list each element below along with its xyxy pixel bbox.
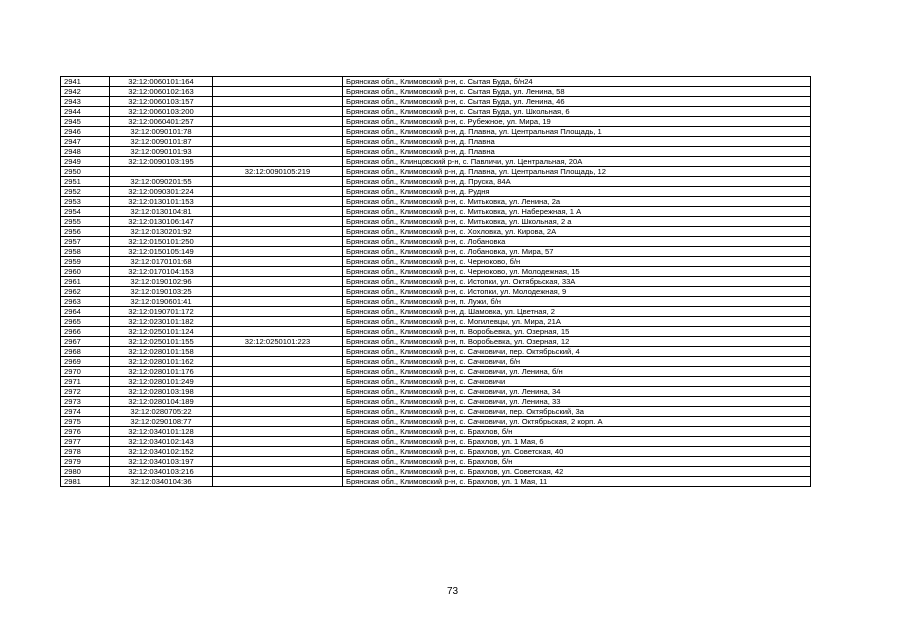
related-cadastral-number-cell: 32:12:0250101:223	[213, 337, 343, 347]
cadastral-number-cell: 32:12:0340101:128	[110, 427, 213, 437]
table-row	[61, 477, 811, 487]
table-row	[61, 227, 811, 237]
address-cell: Брянская обл., Климовский р-н, с. Лобановка	[343, 237, 811, 247]
row-number-cell: 2974	[61, 407, 110, 417]
row-number-cell: 2960	[61, 267, 110, 277]
table-row	[61, 467, 811, 477]
row-number-cell: 2946	[61, 127, 110, 137]
related-cadastral-number-cell	[213, 317, 343, 327]
row-number-cell: 2978	[61, 447, 110, 457]
cadastral-number-cell: 32:12:0130106:147	[110, 217, 213, 227]
cadastral-number-cell: 32:12:0340102:152	[110, 447, 213, 457]
related-cadastral-number-cell	[213, 357, 343, 367]
related-cadastral-number-cell	[213, 437, 343, 447]
address-cell: Брянская обл., Климовский р-н, д. Плавна, ул. Центральная Площадь, 1	[343, 127, 811, 137]
cadastral-number-cell: 32:12:0190601:41	[110, 297, 213, 307]
cadastral-number-cell: 32:12:0280101:249	[110, 377, 213, 387]
cadastral-number-cell: 32:12:0250101:155	[110, 337, 213, 347]
related-cadastral-number-cell	[213, 107, 343, 117]
related-cadastral-number-cell	[213, 397, 343, 407]
cadastral-number-cell: 32:12:0150105:149	[110, 247, 213, 257]
table-row	[61, 367, 811, 377]
row-number-cell: 2968	[61, 347, 110, 357]
row-number-cell: 2950	[61, 167, 110, 177]
related-cadastral-number-cell	[213, 237, 343, 247]
table-row	[61, 407, 811, 417]
table-row	[61, 107, 811, 117]
row-number-cell: 2969	[61, 357, 110, 367]
related-cadastral-number-cell	[213, 457, 343, 467]
cadastral-number-cell	[110, 167, 213, 177]
row-number-cell: 2945	[61, 117, 110, 127]
related-cadastral-number-cell	[213, 147, 343, 157]
table-row	[61, 437, 811, 447]
address-cell: Брянская обл., Климовский р-н, с. Лобановка, ул. Мира, 57	[343, 247, 811, 257]
row-number-cell: 2980	[61, 467, 110, 477]
row-number-cell: 2947	[61, 137, 110, 147]
address-cell: Брянская обл., Климовский р-н, с. Сачковичи, пер. Октябрьский, 3а	[343, 407, 811, 417]
address-cell: Брянская обл., Климовский р-н, с. Брахлов, ул. Советская, 42	[343, 467, 811, 477]
related-cadastral-number-cell	[213, 377, 343, 387]
table-row	[61, 247, 811, 257]
address-cell: Брянская обл., Климовский р-н, с. Сачковичи, пер. Октябрьский, 4	[343, 347, 811, 357]
cadastral-number-cell: 32:12:0090101:87	[110, 137, 213, 147]
address-cell: Брянская обл., Климовский р-н, с. Митьковка, ул. Набережная, 1 А	[343, 207, 811, 217]
table-row	[61, 457, 811, 467]
address-cell: Брянская обл., Климовский р-н, д. Плавна	[343, 147, 811, 157]
table-row	[61, 447, 811, 457]
address-cell: Брянская обл., Климовский р-н, с. Сачковичи, ул. Октябрьская, 2 корп. А	[343, 417, 811, 427]
row-number-cell: 2952	[61, 187, 110, 197]
address-cell: Брянская обл., Климовский р-н, с. Брахлов, ул. 1 Мая, 6	[343, 437, 811, 447]
address-cell: Брянская обл., Климовский р-н, с. Истопки, ул. Молодежная, 9	[343, 287, 811, 297]
row-number-cell: 2971	[61, 377, 110, 387]
table-row	[61, 77, 811, 87]
row-number-cell: 2972	[61, 387, 110, 397]
cadastral-number-cell: 32:12:0230101:182	[110, 317, 213, 327]
table-row	[61, 417, 811, 427]
address-cell: Брянская обл., Климовский р-н, д. Шамовка, ул. Цветная, 2	[343, 307, 811, 317]
registry-table	[60, 76, 811, 487]
row-number-cell: 2954	[61, 207, 110, 217]
related-cadastral-number-cell	[213, 477, 343, 487]
row-number-cell: 2956	[61, 227, 110, 237]
table-row	[61, 237, 811, 247]
cadastral-number-cell: 32:12:0170101:68	[110, 257, 213, 267]
related-cadastral-number-cell	[213, 427, 343, 437]
related-cadastral-number-cell	[213, 277, 343, 287]
table-row	[61, 207, 811, 217]
row-number-cell: 2944	[61, 107, 110, 117]
row-number-cell: 2981	[61, 477, 110, 487]
related-cadastral-number-cell	[213, 287, 343, 297]
related-cadastral-number-cell	[213, 417, 343, 427]
address-cell: Брянская обл., Климовский р-н, с. Митьковка, ул. Школьная, 2 а	[343, 217, 811, 227]
related-cadastral-number-cell	[213, 247, 343, 257]
row-number-cell: 2976	[61, 427, 110, 437]
row-number-cell: 2959	[61, 257, 110, 267]
table-row	[61, 187, 811, 197]
row-number-cell: 2955	[61, 217, 110, 227]
cadastral-number-cell: 32:12:0090301:224	[110, 187, 213, 197]
table-row	[61, 307, 811, 317]
row-number-cell: 2943	[61, 97, 110, 107]
cadastral-number-cell: 32:12:0060401:257	[110, 117, 213, 127]
related-cadastral-number-cell	[213, 327, 343, 337]
table-row	[61, 357, 811, 367]
row-number-cell: 2942	[61, 87, 110, 97]
cadastral-number-cell: 32:12:0340102:143	[110, 437, 213, 447]
cadastral-number-cell: 32:12:0060103:200	[110, 107, 213, 117]
address-cell: Брянская обл., Климовский р-н, п. Воробьевка, ул. Озерная, 15	[343, 327, 811, 337]
address-cell: Брянская обл., Климовский р-н, с. Рубежное, ул. Мира, 19	[343, 117, 811, 127]
address-cell: Брянская обл., Климовский р-н, с. Сытая Буда, б/н24	[343, 77, 811, 87]
address-cell: Брянская обл., Климовский р-н, д. Плавна	[343, 137, 811, 147]
table-row	[61, 217, 811, 227]
row-number-cell: 2961	[61, 277, 110, 287]
related-cadastral-number-cell	[213, 117, 343, 127]
row-number-cell: 2957	[61, 237, 110, 247]
table-row	[61, 117, 811, 127]
related-cadastral-number-cell	[213, 187, 343, 197]
address-cell: Брянская обл., Климовский р-н, с. Сачковичи	[343, 377, 811, 387]
row-number-cell: 2958	[61, 247, 110, 257]
related-cadastral-number-cell	[213, 267, 343, 277]
table-row	[61, 157, 811, 167]
related-cadastral-number-cell	[213, 347, 343, 357]
cadastral-number-cell: 32:12:0290108:77	[110, 417, 213, 427]
related-cadastral-number-cell	[213, 257, 343, 267]
table-row	[61, 167, 811, 177]
cadastral-number-cell: 32:12:0170104:153	[110, 267, 213, 277]
table-row	[61, 87, 811, 97]
address-cell: Брянская обл., Климовский р-н, с. Черноково, ул. Молодежная, 15	[343, 267, 811, 277]
cadastral-number-cell: 32:12:0280104:189	[110, 397, 213, 407]
related-cadastral-number-cell	[213, 97, 343, 107]
table-row	[61, 377, 811, 387]
cadastral-number-cell: 32:12:0250101:124	[110, 327, 213, 337]
address-cell: Брянская обл., Климовский р-н, с. Сачковичи, ул. Ленина, 34	[343, 387, 811, 397]
address-cell: Брянская обл., Климовский р-н, с. Хохловка, ул. Кирова, 2А	[343, 227, 811, 237]
cadastral-number-cell: 32:12:0280705:22	[110, 407, 213, 417]
address-cell: Брянская обл., Климовский р-н, д. Плавна, ул. Центральная Площадь, 12	[343, 167, 811, 177]
address-cell: Брянская обл., Климовский р-н, д. Пруска, 84А	[343, 177, 811, 187]
table-row	[61, 427, 811, 437]
related-cadastral-number-cell	[213, 197, 343, 207]
table-row	[61, 317, 811, 327]
row-number-cell: 2948	[61, 147, 110, 157]
cadastral-number-cell: 32:12:0150101:250	[110, 237, 213, 247]
address-cell: Брянская обл., Климовский р-н, п. Воробьевка, ул. Озерная, 12	[343, 337, 811, 347]
cadastral-number-cell: 32:12:0090103:195	[110, 157, 213, 167]
cadastral-number-cell: 32:12:0340103:197	[110, 457, 213, 467]
cadastral-number-cell: 32:12:0190701:172	[110, 307, 213, 317]
table-row	[61, 177, 811, 187]
table-row	[61, 137, 811, 147]
row-number-cell: 2970	[61, 367, 110, 377]
cadastral-number-cell: 32:12:0340104:36	[110, 477, 213, 487]
address-cell: Брянская обл., Климовский р-н, с. Брахлов, б/н	[343, 457, 811, 467]
cadastral-number-cell: 32:12:0060102:163	[110, 87, 213, 97]
related-cadastral-number-cell	[213, 177, 343, 187]
row-number-cell: 2975	[61, 417, 110, 427]
related-cadastral-number-cell	[213, 297, 343, 307]
cadastral-number-cell: 32:12:0090201:55	[110, 177, 213, 187]
table-row	[61, 97, 811, 107]
cadastral-number-cell: 32:12:0280103:198	[110, 387, 213, 397]
table-row	[61, 127, 811, 137]
address-cell: Брянская обл., Климовский р-н, с. Сачковичи, б/н	[343, 357, 811, 367]
cadastral-number-cell: 32:12:0060103:157	[110, 97, 213, 107]
table-row	[61, 397, 811, 407]
related-cadastral-number-cell	[213, 307, 343, 317]
cadastral-number-cell: 32:12:0190103:25	[110, 287, 213, 297]
row-number-cell: 2973	[61, 397, 110, 407]
cadastral-number-cell: 32:12:0130101:153	[110, 197, 213, 207]
cadastral-number-cell: 32:12:0130201:92	[110, 227, 213, 237]
row-number-cell: 2963	[61, 297, 110, 307]
table-row	[61, 267, 811, 277]
related-cadastral-number-cell	[213, 207, 343, 217]
table-row	[61, 257, 811, 267]
cadastral-number-cell: 32:12:0280101:158	[110, 347, 213, 357]
related-cadastral-number-cell	[213, 367, 343, 377]
table-row	[61, 387, 811, 397]
row-number-cell: 2962	[61, 287, 110, 297]
table-row	[61, 327, 811, 337]
row-number-cell: 2977	[61, 437, 110, 447]
address-cell: Брянская обл., Климовский р-н, с. Брахлов, ул. 1 Мая, 11	[343, 477, 811, 487]
cadastral-number-cell: 32:12:0280101:176	[110, 367, 213, 377]
table-row	[61, 337, 811, 347]
related-cadastral-number-cell	[213, 77, 343, 87]
cadastral-number-cell: 32:12:0090101:93	[110, 147, 213, 157]
related-cadastral-number-cell	[213, 407, 343, 417]
row-number-cell: 2953	[61, 197, 110, 207]
page-number: 73	[446, 586, 459, 597]
table-row	[61, 277, 811, 287]
row-number-cell: 2979	[61, 457, 110, 467]
table-row	[61, 197, 811, 207]
address-cell: Брянская обл., Клинцовский р-н, с. Павличи, ул. Центральная, 20А	[343, 157, 811, 167]
cadastral-number-cell: 32:12:0090101:78	[110, 127, 213, 137]
cadastral-number-cell: 32:12:0340103:216	[110, 467, 213, 477]
address-cell: Брянская обл., Климовский р-н, с. Могилевцы, ул. Мира, 21А	[343, 317, 811, 327]
related-cadastral-number-cell: 32:12:0090105:219	[213, 167, 343, 177]
address-cell: Брянская обл., Климовский р-н, с. Сачковичи, ул. Ленина, 33	[343, 397, 811, 407]
row-number-cell: 2966	[61, 327, 110, 337]
address-cell: Брянская обл., Климовский р-н, с. Сытая Буда, ул. Ленина, 58	[343, 87, 811, 97]
related-cadastral-number-cell	[213, 217, 343, 227]
row-number-cell: 2964	[61, 307, 110, 317]
cadastral-number-cell: 32:12:0280101:162	[110, 357, 213, 367]
address-cell: Брянская обл., Климовский р-н, с. Истопки, ул. Октябрьская, 33А	[343, 277, 811, 287]
address-cell: Брянская обл., Климовский р-н, с. Сачковичи, ул. Ленина, б/н	[343, 367, 811, 377]
related-cadastral-number-cell	[213, 137, 343, 147]
related-cadastral-number-cell	[213, 227, 343, 237]
address-cell: Брянская обл., Климовский р-н, с. Сытая Буда, ул. Школьная, 6	[343, 107, 811, 117]
cadastral-number-cell: 32:12:0190102:96	[110, 277, 213, 287]
row-number-cell: 2951	[61, 177, 110, 187]
table-row	[61, 287, 811, 297]
cadastral-number-cell: 32:12:0060101:164	[110, 77, 213, 87]
registry-table-body	[61, 77, 811, 487]
address-cell: Брянская обл., Климовский р-н, с. Брахлов, б/н	[343, 427, 811, 437]
related-cadastral-number-cell	[213, 387, 343, 397]
row-number-cell: 2941	[61, 77, 110, 87]
related-cadastral-number-cell	[213, 127, 343, 137]
related-cadastral-number-cell	[213, 157, 343, 167]
row-number-cell: 2949	[61, 157, 110, 167]
table-row	[61, 147, 811, 157]
address-cell: Брянская обл., Климовский р-н, д. Рудня	[343, 187, 811, 197]
related-cadastral-number-cell	[213, 447, 343, 457]
row-number-cell: 2965	[61, 317, 110, 327]
address-cell: Брянская обл., Климовский р-н, с. Сытая Буда, ул. Ленина, 46	[343, 97, 811, 107]
address-cell: Брянская обл., Климовский р-н, с. Митьковка, ул. Ленина, 2а	[343, 197, 811, 207]
related-cadastral-number-cell	[213, 87, 343, 97]
address-cell: Брянская обл., Климовский р-н, п. Лужи, б/н	[343, 297, 811, 307]
address-cell: Брянская обл., Климовский р-н, с. Брахлов, ул. Советская, 40	[343, 447, 811, 457]
table-row	[61, 347, 811, 357]
table-row	[61, 297, 811, 307]
related-cadastral-number-cell	[213, 467, 343, 477]
cadastral-number-cell: 32:12:0130104:81	[110, 207, 213, 217]
address-cell: Брянская обл., Климовский р-н, с. Черноково, б/н	[343, 257, 811, 267]
row-number-cell: 2967	[61, 337, 110, 347]
